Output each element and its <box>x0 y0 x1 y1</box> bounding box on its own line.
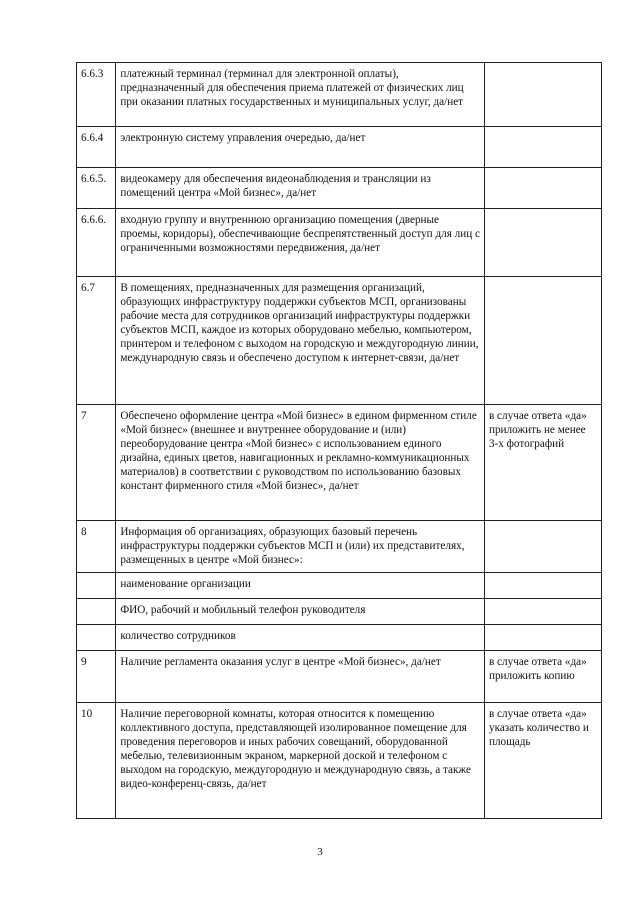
page-number: 3 <box>317 846 323 858</box>
row-text-cell: Обеспечено оформление центра «Мой бизнес» в едином фирменном стиле «Мой бизнес» (внешнее и внутреннее оборудование и (или) переоборудование центра «Мой бизнес» с использованием единого дизайна, единых цветов, навигационных и рекламно-коммуникационных материалов) в соответствии с руководством по использованию базовых констант фирменного стиля «Мой бизнес», да/нет <box>116 405 485 521</box>
row-note-cell: в случае ответа «да» приложить не менее 3-х фотографий <box>484 405 601 521</box>
table-row <box>77 651 602 703</box>
row-note-cell <box>484 209 601 277</box>
row-text-cell: платежный терминал (терминал для электронной оплаты), предназначенный для обеспечения приема платежей от физических лиц при оказании платных государственных и муниципальных услуг, да/нет <box>116 63 485 127</box>
row-number-cell: 6.6.4 <box>77 127 116 168</box>
row-number-cell: 8 <box>77 521 116 573</box>
row-text-cell: ФИО, рабочий и мобильный телефон руководителя <box>116 599 485 625</box>
row-note-cell <box>484 63 601 127</box>
table-row <box>77 521 602 573</box>
row-note-cell: в случае ответа «да» указать количество и площадь <box>484 703 601 819</box>
row-text-cell: Наличие регламента оказания услуг в центре «Мой бизнес», да/нет <box>116 651 485 703</box>
row-text-cell: видеокамеру для обеспечения видеонаблюдения и трансляции из помещений центра «Мой бизнес», да/нет <box>116 168 485 209</box>
row-note-cell <box>484 168 601 209</box>
table-row <box>77 405 602 521</box>
row-text-cell: В помещениях, предназначенных для размещения организаций, образующих инфраструктуру поддержки субъектов МСП, организованы рабочие места для сотрудников организаций инфраструктуры поддержки субъектов МСП, каждое из которых оборудовано мебелью, компьютером, принтером и телефоном с выходом на городскую и междугородную линии, международную связь и обеспечено доступом к интернет-связи, да/нет <box>116 277 485 405</box>
row-text-cell: электронную систему управления очередью, да/нет <box>116 127 485 168</box>
table-row <box>77 573 602 599</box>
row-number-cell <box>77 599 116 625</box>
row-text-cell: входную группу и внутреннюю организацию помещения (дверные проемы, коридоры), обеспечивающие беспрепятственный доступ для лиц с ограниченными возможностями передвижения, да/нет <box>116 209 485 277</box>
row-number-cell: 6.6.5. <box>77 168 116 209</box>
table-row <box>77 277 602 405</box>
row-number-cell: 10 <box>77 703 116 819</box>
table-row <box>77 703 602 819</box>
row-number-cell <box>77 625 116 651</box>
table-row <box>77 599 602 625</box>
row-note-cell <box>484 625 601 651</box>
row-text-cell: количество сотрудников <box>116 625 485 651</box>
row-text-cell: Наличие переговорной комнаты, которая относится к помещению коллективного доступа, представляющей изолированное помещение для проведения переговоров и иных рабочих совещаний, оборудованной мебелью, телевизионным экраном, маркерной доской и телефоном с выходом на городскую, междугородную и международную связь, а также видео-конференц-связь, да/нет <box>116 703 485 819</box>
row-note-cell <box>484 573 601 599</box>
row-number-cell <box>77 573 116 599</box>
row-note-cell <box>484 521 601 573</box>
row-text-cell: наименование организации <box>116 573 485 599</box>
row-text-cell: Информация об организациях, образующих базовый перечень инфраструктуры поддержки субъектов МСП и (или) их представителях, размещенных в центре «Мой бизнес»: <box>116 521 485 573</box>
row-note-cell: в случае ответа «да» приложить копию <box>484 651 601 703</box>
row-note-cell <box>484 599 601 625</box>
row-number-cell: 7 <box>77 405 116 521</box>
table-row <box>77 63 602 127</box>
row-note-cell <box>484 277 601 405</box>
row-number-cell: 6.6.6. <box>77 209 116 277</box>
checklist-table <box>76 62 602 819</box>
table-row <box>77 127 602 168</box>
row-note-cell <box>484 127 601 168</box>
table-row <box>77 625 602 651</box>
row-number-cell: 9 <box>77 651 116 703</box>
row-number-cell: 6.6.3 <box>77 63 116 127</box>
table-row <box>77 209 602 277</box>
row-number-cell: 6.7 <box>77 277 116 405</box>
table-row <box>77 168 602 209</box>
